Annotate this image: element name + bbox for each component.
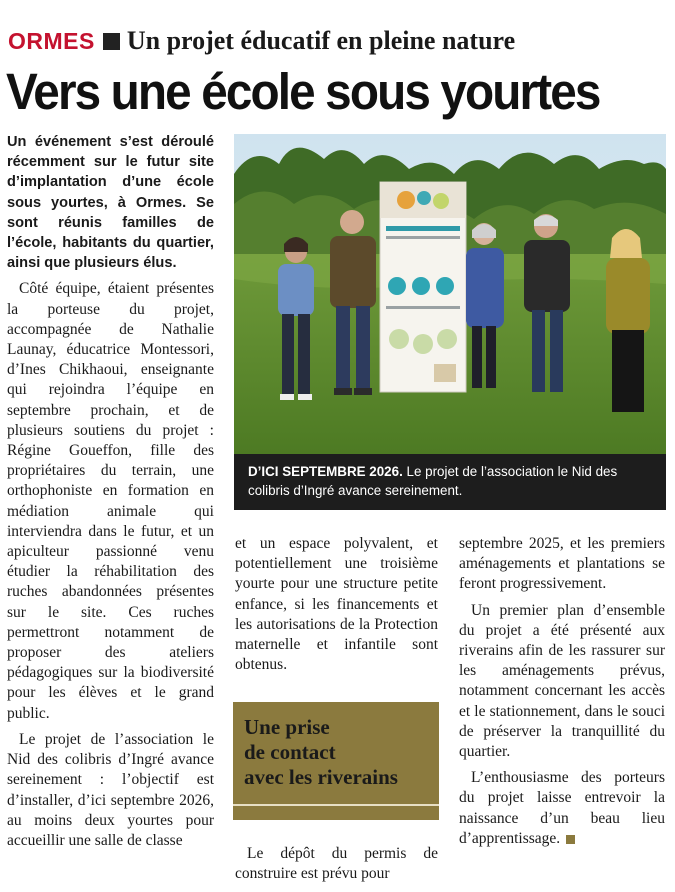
body-paragraph-2: Le projet de l’association le Nid des colibris d’Ingré avance sereinement : l’objectif est d’installer, d’ici septembre 2026, au moins deux yourtes pour accueillir une salle de classe — [7, 730, 214, 849]
box-title-line-2: de contact — [244, 740, 336, 764]
lead-paragraph: Un événement s’est déroulé récemment sur le futur site d’implantation d’une école sous yourtes, à Ormes. Se sont réunis familles de l’école, habitants du quartier, ainsi que plusieurs élus. — [7, 134, 214, 272]
caption-text: Le projet de l’association le Nid des colibris d’Ingré avance sereinement. — [248, 464, 618, 498]
photo-illustration — [234, 134, 666, 454]
box-rule — [233, 804, 439, 806]
kicker-subtitle: Un projet éducatif en pleine nature — [126, 26, 516, 55]
body-paragraph-3: Le dépôt du permis de construire est prévu pour — [235, 845, 438, 883]
end-mark-icon — [566, 835, 575, 844]
body-paragraph-2-continued: et un espace polyvalent, et potentiellement une troisième yourte pour une structure petite enfance, si les financements et les autorisations de la Protection maternelle et infantile sont obtenus. — [235, 535, 438, 674]
column-2-bottom — [235, 844, 438, 884]
kicker-town: ORMES — [8, 27, 95, 54]
kicker — [8, 24, 515, 58]
box-title-line-3: avec les riverains — [244, 765, 398, 789]
photo-caption — [234, 454, 666, 510]
body-paragraph-1: Côté équipe, étaient présentes la porteuse du projet, accompagnée de Nathalie Launay, éducatrice Montessori, d’Ines Chikhaoui, enseignante qui rejoindra l’équipe en septembre prochain, et de plusieurs soutiens du projet : Régine Goueffon, fille des propriétaires du terrain, une orthophoniste en formation en médiation animale qui interviendra dans le futur, et un apiculteur passionné venu étudier la réhabilitation des ruches abandonnées présentes sur le site. Ces ruches permettront notamment de proposer des ateliers pédagogiques sur la biodiversité pour les élèves et le grand public. — [7, 280, 214, 722]
caption-bold: D’ICI SEPTEMBRE 2026. — [248, 464, 403, 479]
photo — [234, 134, 666, 454]
body-paragraph-5-wrap — [459, 768, 665, 849]
kicker-square-icon — [103, 33, 120, 50]
box-title-line-1: Une prise — [244, 715, 330, 739]
column-1 — [7, 132, 214, 851]
photo-banner — [380, 182, 466, 392]
column-2 — [235, 534, 438, 675]
column-3 — [459, 534, 665, 849]
sidebar-box — [233, 702, 439, 820]
body-paragraph-4: Un premier plan d’ensemble du projet a été présenté aux riverains afin de les rassurer sur les aménagements prévus, notamment concernant les accès et le stationnement, dans le souci de préserver la tranquillité du quartier. — [459, 601, 665, 761]
headline: Vers une école sous yourtes — [6, 63, 600, 120]
body-paragraph-5: L’enthousiasme des porteurs du projet laisse entrevoir la naissance d’un beau lieu d’apprentissage. — [459, 769, 665, 847]
body-paragraph-3-continued: septembre 2025, et les premiers aménagements et plantations se feront progressivement. — [459, 535, 665, 593]
